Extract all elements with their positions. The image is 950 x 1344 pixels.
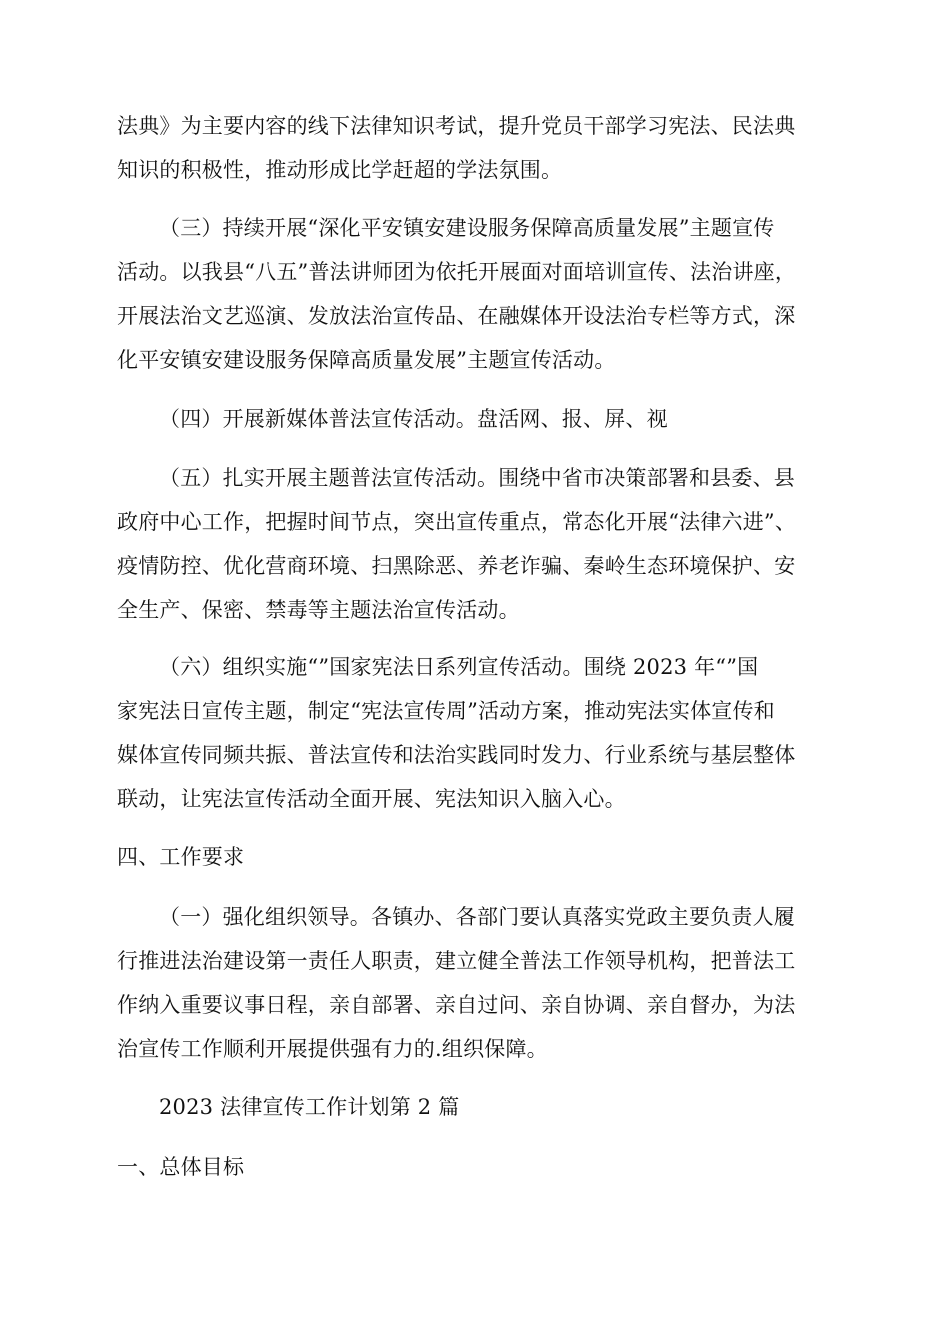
text-line: （三）持续开展“深化平安镇安建设服务保障高质量发展”主题宣传 — [159, 216, 775, 240]
text-line: 开展法治文艺巡演、发放法治宣传品、在融媒体开设法治专栏等方式，深 — [117, 304, 796, 328]
paragraph-item-6 — [117, 645, 833, 821]
paragraph-continuation — [117, 104, 833, 192]
text-line: （六）组织实施“”国家宪法日系列宣传活动。围绕 2023 年“”国 — [159, 655, 759, 679]
text-line: 疫情防控、优化营商环境、扫黑除恶、养老诈骗、秦岭生态环境保护、安 — [117, 554, 796, 578]
text-line: （四）开展新媒体普法宣传活动。盘活网、报、屏、视 — [159, 407, 668, 431]
text-line: 治宣传工作顺利开展提供强有力的.组织保障。 — [117, 1037, 548, 1061]
text-line: 全生产、保密、禁毒等主题法治宣传活动。 — [117, 598, 520, 622]
text-line: 联动，让宪法宣传活动全面开展、宪法知识入脑入心。 — [117, 787, 626, 811]
text-line: 政府中心工作，把握时间节点，突出宣传重点，常态化开展“法律六进”、 — [117, 510, 797, 534]
text-line: 媒体宣传同频共振、普法宣传和法治实践同时发力、行业系统与基层整体 — [117, 743, 796, 767]
paragraph-item-3 — [117, 206, 833, 382]
paragraph-requirement-1 — [117, 895, 833, 1071]
text-line: 行推进法治建设第一责任人职责，建立健全普法工作领导机构，把普法工 — [117, 949, 796, 973]
section-heading-overall-goal — [117, 1145, 833, 1189]
text-line: 知识的积极性，推动形成比学赶超的学法氛围。 — [117, 158, 563, 182]
text-line: 家宪法日宣传主题，制定“宪法宣传周”活动方案，推动宪法实体宣传和 — [117, 699, 775, 723]
text-line: （一）强化组织领导。各镇办、各部门要认真落实党政主要负责人履 — [159, 905, 795, 929]
section-heading: 一、总体目标 — [117, 1155, 245, 1179]
paragraph-item-5 — [117, 456, 833, 632]
text-line: 化平安镇安建设服务保障高质量发展”主题宣传活动。 — [117, 348, 616, 372]
article-title-text: 2023 法律宣传工作计划第 2 篇 — [159, 1095, 460, 1119]
paragraph-item-4 — [117, 397, 833, 441]
text-line: 活动。以我县“八五”普法讲师团为依托开展面对面培训宣传、法治讲座， — [117, 260, 797, 284]
section-heading: 四、工作要求 — [117, 845, 245, 869]
text-line: 作纳入重要议事日程，亲自部署、亲自过问、亲自协调、亲自督办，为法 — [117, 993, 796, 1017]
section-heading-work-requirements — [117, 835, 833, 879]
article-title — [117, 1085, 833, 1129]
text-line: （五）扎实开展主题普法宣传活动。围绕中省市决策部署和县委、县 — [159, 466, 795, 490]
text-line: 法典》为主要内容的线下法律知识考试，提升党员干部学习宪法、民法典 — [117, 114, 796, 138]
